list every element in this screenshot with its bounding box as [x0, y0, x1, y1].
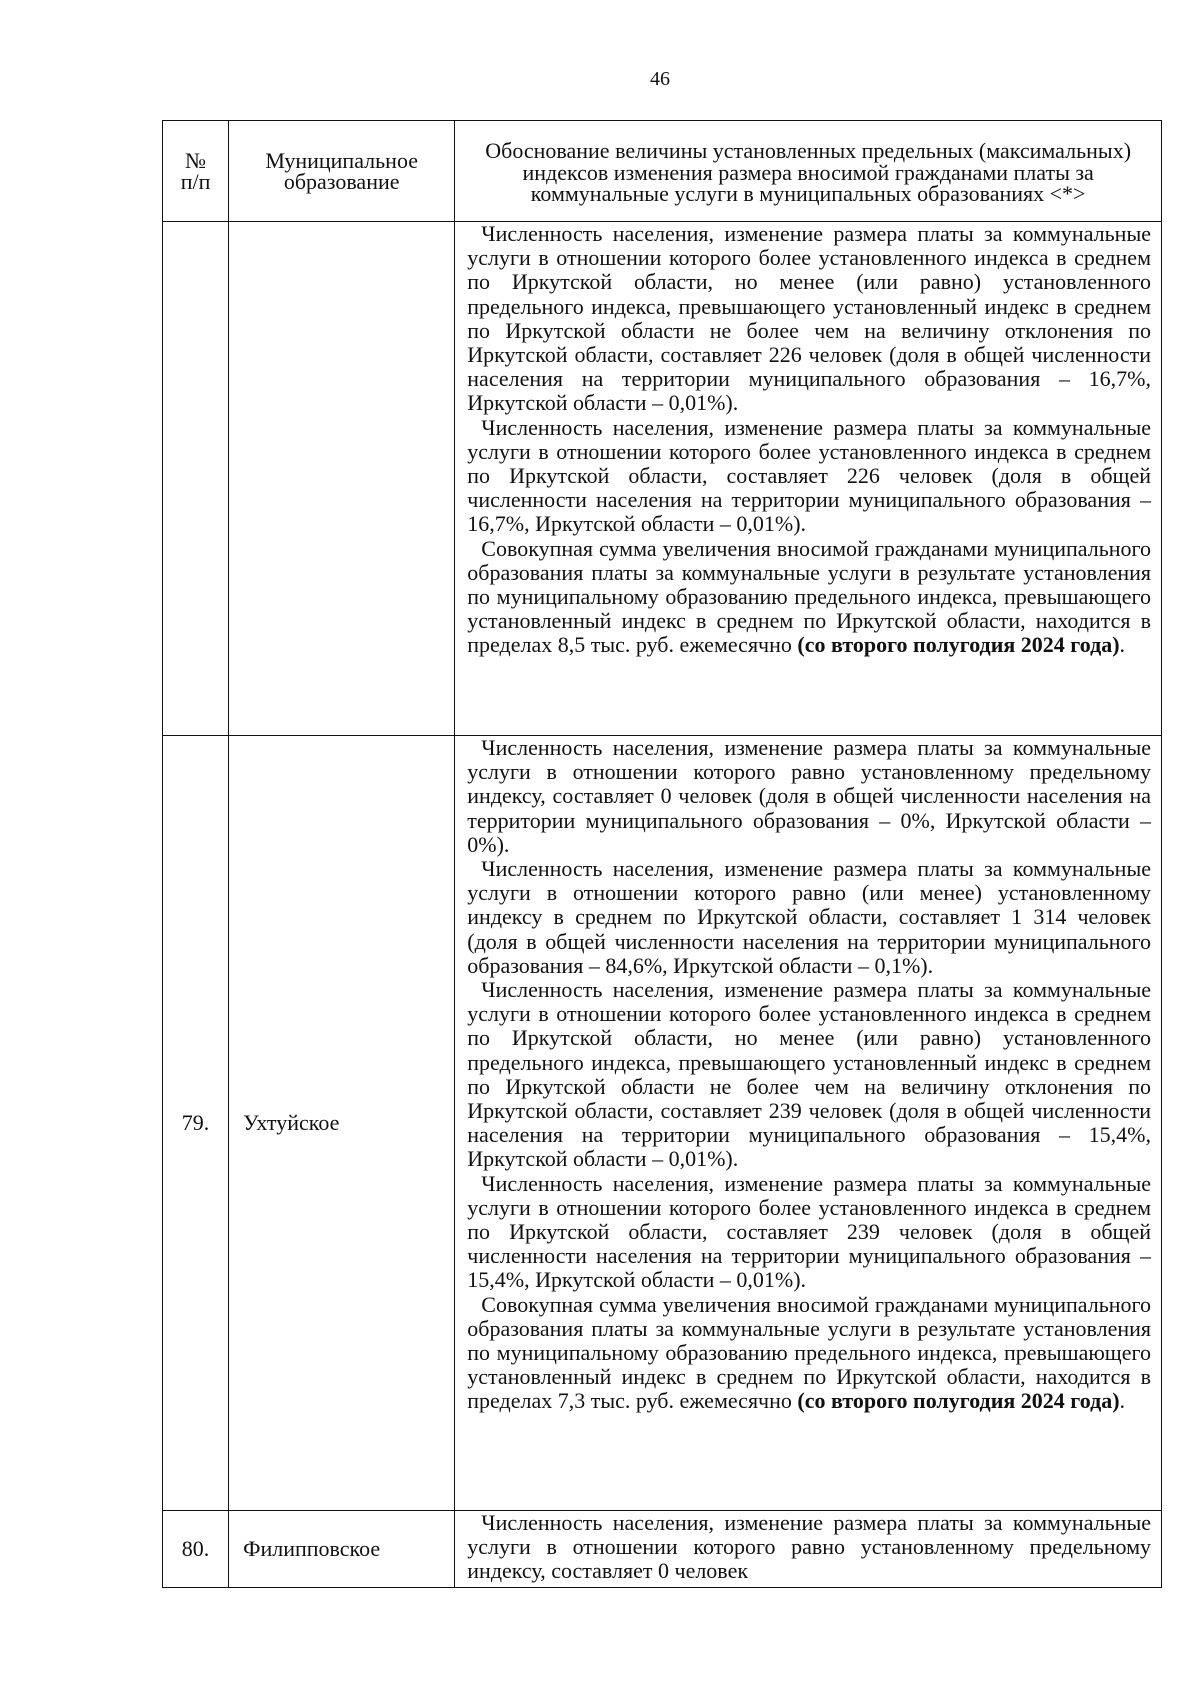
- justification-paragraph: Численность населения, изменение размера платы за коммунальные услуги в отношении которого более установленного индекса в среднем по Иркутской области, составляет 239 человек (доля в общей численности населения на территории муниципального образования – 15,4%, Иркутской области – 0,01%).: [467, 1170, 1151, 1293]
- row-municipality: [229, 222, 455, 736]
- justification-paragraph: Численность населения, изменение размера платы за коммунальные услуги в отношении которого равно установленному предельному индексу, составляет 0 человек: [467, 1511, 1151, 1584]
- justification-paragraph: Численность населения, изменение размера платы за коммунальные услуги в отношении которого более установленного индекса в среднем по Иркутской области, составляет 226 человек (доля в общей численности населения на территории муниципального образования – 16,7%, Иркутской области – 0,01%).: [467, 414, 1151, 537]
- justification-paragraph: Численность населения, изменение размера платы за коммунальные услуги в отношении которого более установленного индекса в среднем по Иркутской области, но менее (или равно) установленного предельного индекса, превышающего установленный индекс в среднем по Иркутской области не более чем на величину отклонения по Иркутской области, составляет 239 человек (доля в общей численности населения на территории муниципального образования – 15,4%, Иркутской области – 0,01%).: [467, 977, 1151, 1172]
- table-row: [163, 736, 1162, 1511]
- justification-paragraph: Численность населения, изменение размера платы за коммунальные услуги в отношении которого равно (или менее) установленному индексу в среднем по Иркутской области, составляет 1 314 человек (доля в общей численности населения на территории муниципального образования – 84,6%, Иркутской области – 0,1%).: [467, 856, 1151, 978]
- justification-paragraph: Совокупная сумма увеличения вносимой гражданами муниципального образования платы за коммунальные услуги в результате установления по муниципальному образованию предельного индекса, превышающего установленный индекс в среднем по Иркутской области, находится в пределах 7,3 тыс. руб. ежемесячно (со второго полугодия 2024 года).: [467, 1291, 1151, 1414]
- justification-paragraph: Совокупная сумма увеличения вносимой гражданами муниципального образования платы за коммунальные услуги в результате установления по муниципальному образованию предельного индекса, превышающего установленный индекс в среднем по Иркутской области, находится в пределах 8,5 тыс. руб. ежемесячно (со второго полугодия 2024 года).: [467, 535, 1151, 658]
- header-justification: Обоснование величины установленных предельных (максимальных) индексов изменения размера вносимой гражданами платы за коммунальные услуги в муниципальных образованиях <*>: [455, 121, 1162, 222]
- row-justification: [455, 222, 1162, 736]
- row-justification: [455, 1511, 1162, 1588]
- header-num: № п/п: [163, 121, 229, 222]
- header-municipality: Муниципальное образование: [229, 121, 455, 222]
- row-municipality: Филипповское: [229, 1511, 455, 1588]
- table-header-row: [163, 121, 1162, 222]
- row-municipality: Ухтуйское: [229, 736, 455, 1511]
- row-number: 80.: [163, 1511, 229, 1588]
- table-row: [163, 222, 1162, 736]
- page-number: 46: [650, 68, 670, 90]
- period-note: (со второго полугодия 2024 года): [797, 632, 1120, 658]
- period-note: (со второго полугодия 2024 года): [797, 1388, 1120, 1414]
- row-number: [163, 222, 229, 736]
- justification-paragraph: Численность населения, изменение размера платы за коммунальные услуги в отношении которого более установленного индекса в среднем по Иркутской области, но менее (или равно) установленного предельного индекса, превышающего установленный индекс в среднем по Иркутской области не более чем на величину отклонения по Иркутской области, составляет 226 человек (доля в общей численности населения на территории муниципального образования – 16,7%, Иркутской области – 0,01%).: [467, 221, 1151, 416]
- table-row: [163, 1511, 1162, 1588]
- row-number: 79.: [163, 736, 229, 1511]
- justification-paragraph: Численность населения, изменение размера платы за коммунальные услуги в отношении которого равно установленному предельному индексу, составляет 0 человек (доля в общей численности населения на территории муниципального образования – 0%, Иркутской области – 0%).: [467, 735, 1151, 857]
- row-justification: [455, 736, 1162, 1511]
- municipal-index-table: [162, 120, 1162, 1588]
